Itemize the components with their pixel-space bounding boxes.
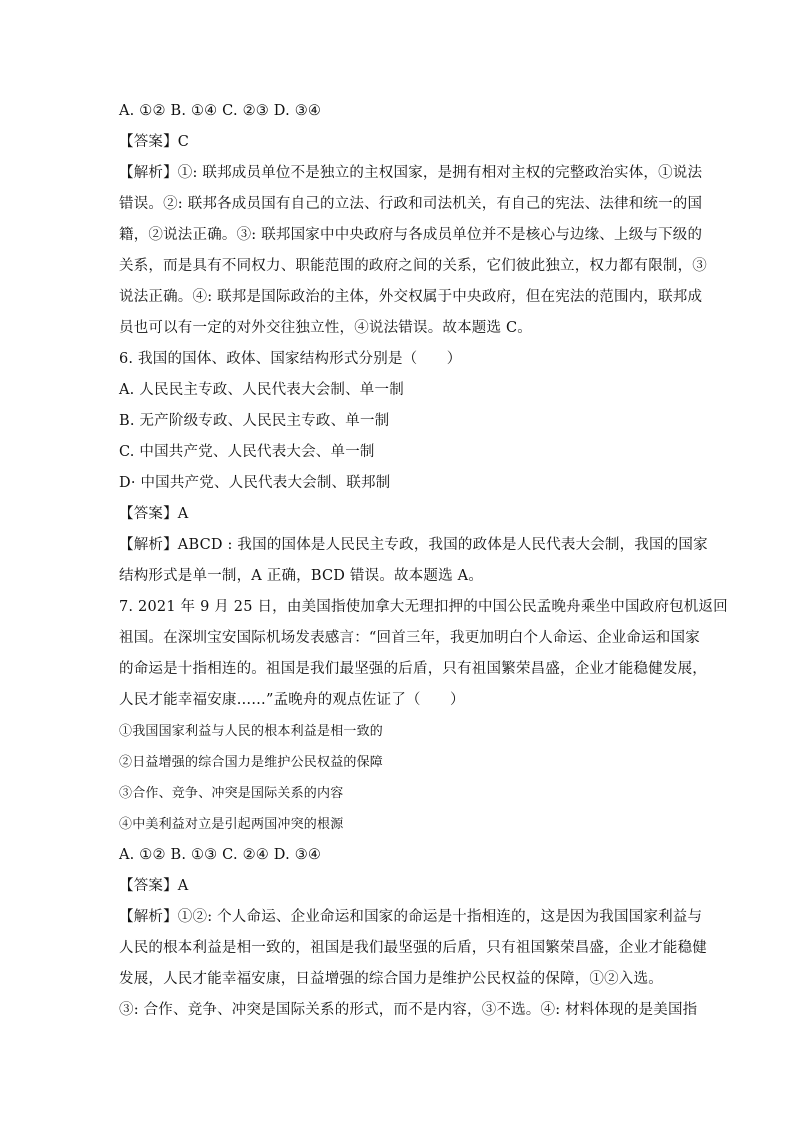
analysis-q5-line-4: 关系，而是具有不同权力、职能范围的政府之间的关系，它们彼此独立，权力都有限制，③ (119, 258, 707, 274)
question-7-stem-line-3: 的命运是十指相连的。祖国是我们最坚强的后盾，只有祖国繁荣昌盛，企业才能稳健发展， (119, 661, 707, 677)
analysis-q5-line-6: 员也可以有一定的对外交往独立性，④说法错误。故本题选 C。 (119, 320, 533, 336)
answer-label-q7: 【答案】A (119, 878, 189, 894)
answer-label-q6: 【答案】A (119, 506, 189, 522)
question-6-option-a: A. 人民民主专政、人民代表大会制、单一制 (119, 382, 404, 398)
question-6-option-b: B. 无产阶级专政、人民民主专政、单一制 (119, 413, 390, 429)
analysis-q7-line-1: 【解析】①②: 个人命运、企业命运和国家的命运是十指相连的，这是因为我国国家利益与 (119, 909, 703, 925)
analysis-q7-line-2: 人民的根本利益是相一致的，祖国是我们最坚强的后盾，只有祖国繁荣昌盛，企业才能稳健 (119, 940, 707, 956)
analysis-q5-line-5: 说法正确。④: 联邦是国际政治的主体，外交权属于中央政府，但在宪法的范围内，联邦成 (119, 289, 703, 305)
question-6-stem: 6. 我国的国体、政体、国家结构形式分别是（ ） (119, 351, 462, 367)
analysis-q7-line-3: 发展，人民才能幸福安康，日益增强的综合国力是维护公民权益的保障，①②入选。 (119, 971, 663, 987)
question-7-stem-line-1: 7. 2021 年 9 月 25 日，由美国指使加拿大无理扣押的中国公民孟晚舟乘坐中国政府包机返回 (119, 599, 728, 615)
analysis-q5-line-3: 籍，②说法正确。③: 联邦国家中中央政府与各成员单位并不是核心与边缘、上级与下级的 (119, 227, 703, 243)
question-6-option-d: D· 中国共产党、人民代表大会制、联邦制 (119, 475, 391, 491)
analysis-q7-line-4: ③: 合作、竞争、冲突是国际关系的形式，而不是内容，③不选。④: 材料体现的是美国指 (119, 1002, 698, 1018)
question-7-statement-4: ④中美利益对立是引起两国冲突的根源 (119, 817, 344, 832)
question-6-option-c: C. 中国共产党、人民代表大会、单一制 (119, 444, 375, 460)
document-page (119, 96, 728, 1026)
answer-options-q7: A. ①② B. ①③ C. ②④ D. ③④ (119, 847, 322, 863)
question-7-statement-3: ③合作、竞争、冲突是国际关系的内容 (119, 786, 344, 801)
question-7-stem-line-4: 人民才能幸福安康……”孟晚舟的观点佐证了（ ） (119, 692, 465, 708)
answer-label-q5: 【答案】C (119, 134, 190, 150)
answer-options-q5: A. ①② B. ①④ C. ②③ D. ③④ (119, 103, 322, 119)
question-7-stem-line-2: 祖国。在深圳宝安国际机场发表感言：“回首三年，我更加明白个人命运、企业命运和国家 (119, 630, 700, 646)
question-7-statement-2: ②日益增强的综合国力是维护公民权益的保障 (119, 755, 384, 770)
analysis-q5-line-1: 【解析】①: 联邦成员单位不是独立的主权国家，是拥有相对主权的完整政治实体，①说法 (119, 165, 703, 181)
question-7-statement-1: ①我国国家利益与人民的根本利益是相一致的 (119, 724, 384, 739)
analysis-q5-line-2: 错误。②: 联邦各成员国有自己的立法、行政和司法机关，有自己的宪法、法律和统一的国 (119, 196, 703, 212)
analysis-q6-line-2: 结构形式是单一制，A 正确，BCD 错误。故本题选 A。 (119, 568, 484, 584)
analysis-q6-line-1: 【解析】ABCD : 我国的国体是人民民主专政，我国的政体是人民代表大会制，我国的国家 (119, 537, 708, 553)
